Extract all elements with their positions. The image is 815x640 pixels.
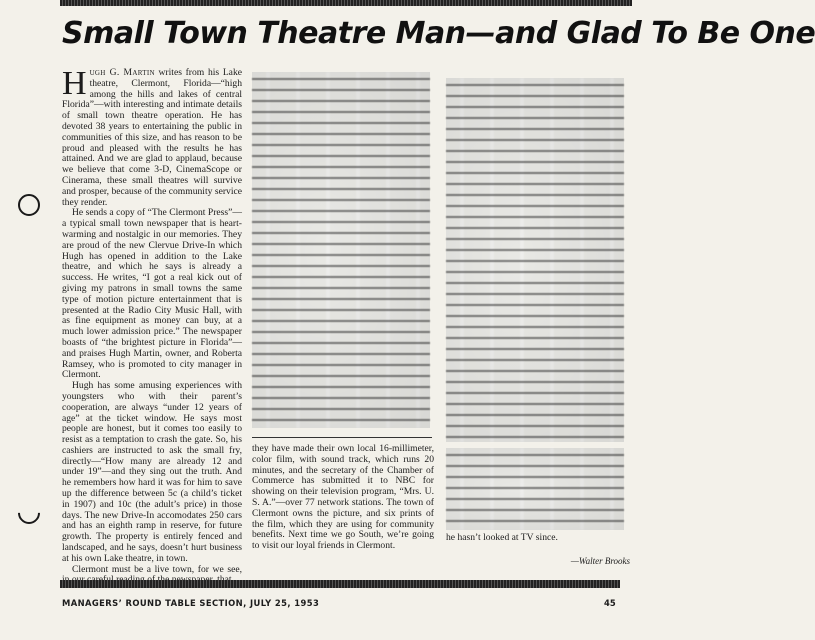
column-divider — [252, 437, 432, 438]
author-signature: —Walter Brooks — [570, 556, 630, 566]
top-rule — [60, 0, 632, 6]
lead-paragraph — [62, 65, 242, 208]
bottom-rule — [60, 580, 620, 588]
paragraph-mid: they have made their own local 16-millimeter, color film, with sound track, which runs 20 minutes, and the secretary of the Chamber of Commerce has submitted it to NBC for showing on their television program, “Mrs. U. S. A.”—over 77 network stations. The town of Clermont owns the picture, and six prints of the film, which they are using for community benefits. Next time we go South, we’re going to visit our loyal friends in Clermont. — [252, 443, 434, 552]
drop-cap: H — [62, 65, 87, 102]
lead-text: writes from his Lake theatre, Clermont, Florida—“high among the hills and lakes of central Florida”—with interesting and intimate details of small town theatre operation. He has devoted 38 years to entertaining the public in communities of this size, and has reason to be proud and pleased with the results he has attained. And we are glad to applaud, because we believe that come 3-D, CinemaScope or Cinerama, these small theatres will survive and prosper, because of the community service they render. — [62, 67, 242, 208]
paragraph-4: Clermont must be a live town, for we see, — [72, 563, 242, 575]
newspaper-clipping-image — [446, 448, 624, 530]
paragraph-2: He sends a copy of “The Clermont Press”—a typical small town newspaper that is heart-warming and nostalgic in our memories. They are proud of the new Clervue Drive-In which Hugh has opened in addition to the Lake theatre, and which he says is already a success. He writes, “I got a real kick out of giving my patrons in small towns the same type of motion picture entertainment that is presented at the Radio City Music Hall, with as fine equipment as money can buy, at a much lower admission price.” The newspaper boasts of “the brightest picture in Florida”—and praises Hugh Martin, owner, and Roberta Ramsey, who is promoted to city manager in Clermont. — [62, 207, 242, 381]
section-footer: MANAGERS’ ROUND TABLE SECTION, JULY 25, 1953 — [62, 598, 320, 608]
binder-hole-icon — [18, 194, 40, 216]
binder-hole-icon — [13, 497, 44, 528]
headline: Small Town Theatre Man—and Glad To Be One — [62, 16, 815, 51]
lead-smallcaps: ugh G. Martin — [89, 67, 155, 78]
article-column-right-tail: he hasn’t looked at TV since. — [446, 532, 558, 543]
page-number: 45 — [604, 598, 616, 608]
newspaper-clipping-image — [252, 72, 430, 428]
article-column-middle — [252, 444, 434, 574]
paragraph-3: Hugh has some amusing experiences with youngsters who with their parent’s cooperation, are always “under 12 years of age” at the ticket window. He says most people are honest, but it comes too easily to resist as a temptation to crash the gate. So, his cashiers are instructed to ask the small fry, directly—“How many are already 12 and under 19”—and they sing out the truth. And he remembers how hard it was for him to save up the difference between 5c (a child’s ticket in 1907) and 10c (the adult’s price) in those days. The new Drive-In accomodates 250 cars and has an eighth ramp in reserve, for future growth. The property is entirely fenced and landscaped, and he says, doesn’t hurt business at his own Lake theatre, in town. — [62, 380, 242, 564]
newspaper-clipping-image — [446, 78, 624, 442]
article-column-left — [62, 65, 242, 575]
